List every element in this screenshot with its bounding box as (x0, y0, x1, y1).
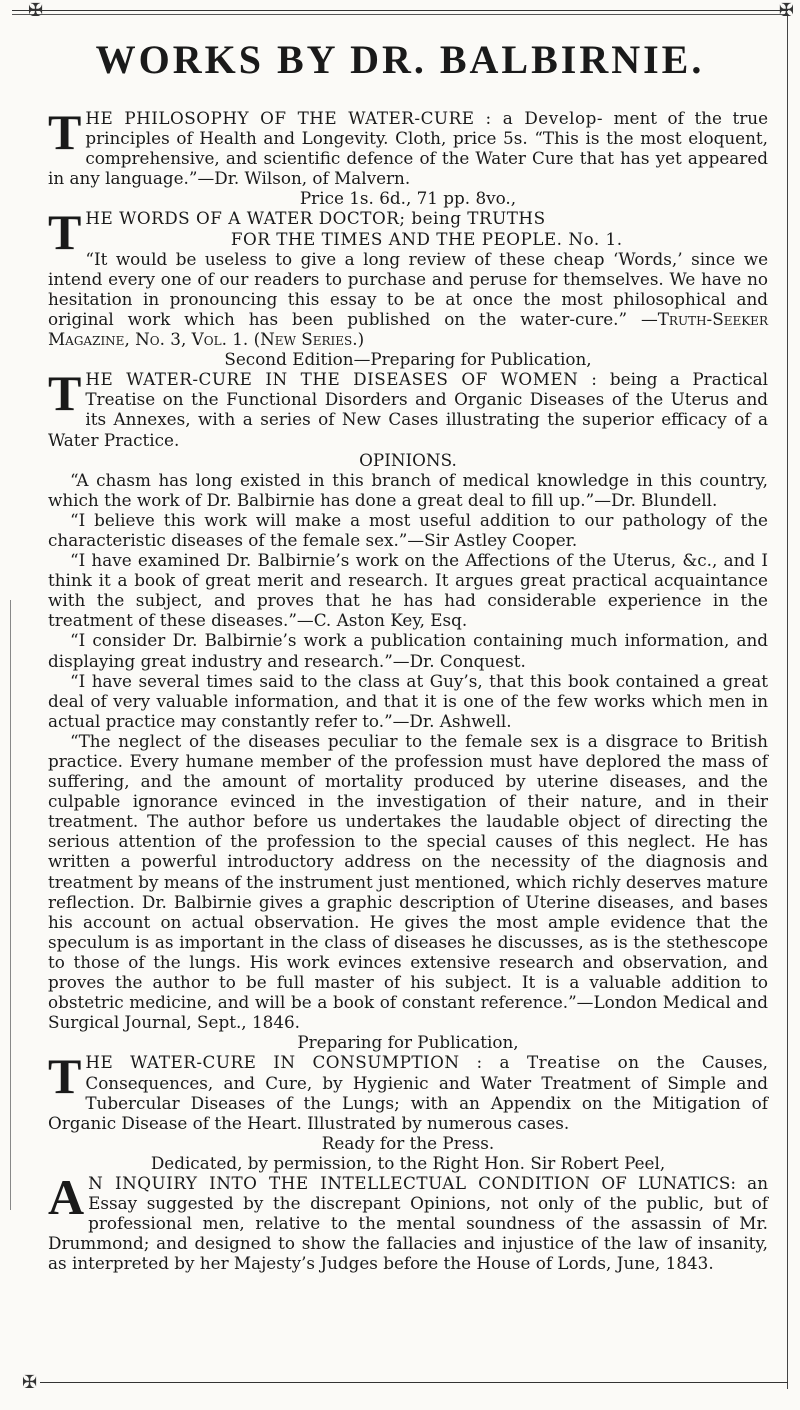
opinion-item: “I consider Dr. Balbirnie’s work a publication containing much information, and displaying great industry and research.”—Dr. Conquest. (48, 630, 768, 671)
entry-consumption (48, 1048, 768, 1153)
ornament-icon: ✠ (778, 0, 794, 21)
entry-diseases-of-women (48, 365, 768, 1053)
entry-body: Causes, Consequences, and Cure, by Hygienic and Water Treatment of Simple and Tubercular Diseases of the Lungs; with an Appendix on the Mitigation of Organic Disease of the Heart. Illustrated by numerous cases. (48, 1052, 768, 1133)
entry-title: HE WATER-CURE IN THE DISEASES OF WOMEN : (85, 369, 598, 390)
opinion-item: “I believe this work will make a most useful addition to our pathology of the characteristic diseases of the female sex.”—Sir Astley Cooper. (48, 509, 768, 550)
left-border (10, 600, 11, 1210)
entry-price: Price 1s. 6d., 71 pp. 8vo., (299, 188, 517, 209)
top-border (12, 10, 788, 11)
entry-body: OF LUNATICS: an Essay suggested by the discrepant Opinions, not only of the public, but of professional men, relative to the mental soundness of the assassin of Mr. Drummond; and designed to show the fallacies and injustice of the law of insanity, as interpreted by her Majesty’s Judges before the House of Lords, June, 1843. (48, 1172, 768, 1274)
opinion-item: “The neglect of the diseases peculiar to the female sex is a disgrace to British practice. Every humane member of the profession must have deplored the mass of suffering, and the amount of mortality produced by uterine diseases, and the culpable ignorance evinced in the investigation of their nature, and in their treatment. The author before us undertakes the laudable object of directing the serious attention of the profession to the special causes of this neglect. He has written a powerful introductory address on the necessity of the diagnosis and treatment by means of the instrument just mentioned, which richly deserves mature reflection. Dr. Balbirnie gives a graphic description of Uterine diseases, and bases his account on actual observation. He gives the most ample evidence that the speculum is as important in the class of diseases he discusses, as is the stethescope to those of the lungs. His work evinces extensive research and observation, and proves the author to be full master of his subject. It is a valuable addition to obstetric medicine, and will be a book of constant reference.”—London Medical and Surgical Journal, Sept., 1846. (48, 730, 768, 1033)
entry-title: HE WATER-CURE IN CONSUMPTION : a Treatise on the (85, 1052, 686, 1073)
entry-source: —Truth-Seeker Magazine, No. 3, Vol. 1. (New Series.) (48, 308, 768, 350)
right-border (787, 14, 788, 1389)
entry-body: ment of the true principles of Health and Longevity. Cloth, price 5s. (85, 108, 769, 149)
page-title: WORKS BY DR. BALBIRNIE. (95, 37, 705, 82)
entry-title: HE PHILOSOPHY OF THE WATER-CURE : a Develop- (85, 108, 604, 128)
top-border-inner (12, 14, 788, 15)
entry-quote: “It would be useless to give a long review of these cheap ‘Words,’ since we intend every one of our readers to purchase and peruse for themselves. We have no hesitation in pronouncing this essay to be at once the most philosophical and original work which has been published on the water-cure.” (48, 248, 768, 329)
opinion-item: “I have several times said to the class at Guy’s, that this book contained a great deal of very valuable information, and that it is one of the few works which men in actual practice may constantly refer to.”—Dr. Ashwell. (48, 670, 768, 731)
entry-title: N INQUIRY INTO THE INTELLECTUAL CONDITION (88, 1172, 591, 1193)
entry-title: HE WORDS OF A WATER DOCTOR; being TRUTHS (85, 208, 546, 229)
advertisement-list (48, 104, 769, 1274)
entry-body: being a Practical Treatise on the Functional Disorders and Organic Diseases of the Uterus and its Annexes, with a series of New Cases illustrating the superior efficacy of a Water Practice. (48, 369, 768, 450)
entry-dedication: Dedicated, by permission, to the Right Hon. Sir Robert Peel, (150, 1152, 666, 1173)
entry-edition: Ready for the Press. (321, 1132, 495, 1153)
ornament-icon: ✠ (28, 0, 44, 21)
bottom-border (40, 1382, 788, 1383)
opinions-label: OPINIONS. (359, 449, 457, 470)
opinion-item: “A chasm has long existed in this branch of medical knowledge in this country, which the work of Dr. Balbirnie has done a great deal to fill up.”—Dr. Blundell. (48, 469, 768, 510)
entry-lunatics (48, 1153, 768, 1274)
entry-quote: “This is the most eloquent, comprehensive, and scientific defence of the Water Cure that has yet appeared in any language.”—Dr. Wilson, of Malvern. (48, 128, 768, 189)
ornament-icon: ✠ (22, 1372, 38, 1393)
entry-edition: Preparing for Publication, (297, 1032, 519, 1053)
drop-cap: T (48, 1048, 82, 1105)
opinion-item: “I have examined Dr. Balbirnie’s work on the Affections of the Uterus, &c., and I think it a book of great merit and research. It argues great practical acquaintance with the subject, and proves that he has had considerable experience in the treatment of these diseases.”—C. Aston Key, Esq. (48, 550, 768, 631)
entry-words-of-water-doctor (48, 204, 768, 370)
entry-philosophy (48, 104, 769, 209)
drop-cap: T (48, 204, 82, 261)
drop-cap: A (48, 1168, 85, 1225)
entry-subtitle: FOR THE TIMES AND THE PEOPLE. No. 1. (230, 228, 623, 249)
drop-cap: T (48, 104, 82, 160)
entry-edition: Second Edition—Preparing for Publication, (224, 349, 592, 370)
drop-cap: T (48, 365, 82, 422)
